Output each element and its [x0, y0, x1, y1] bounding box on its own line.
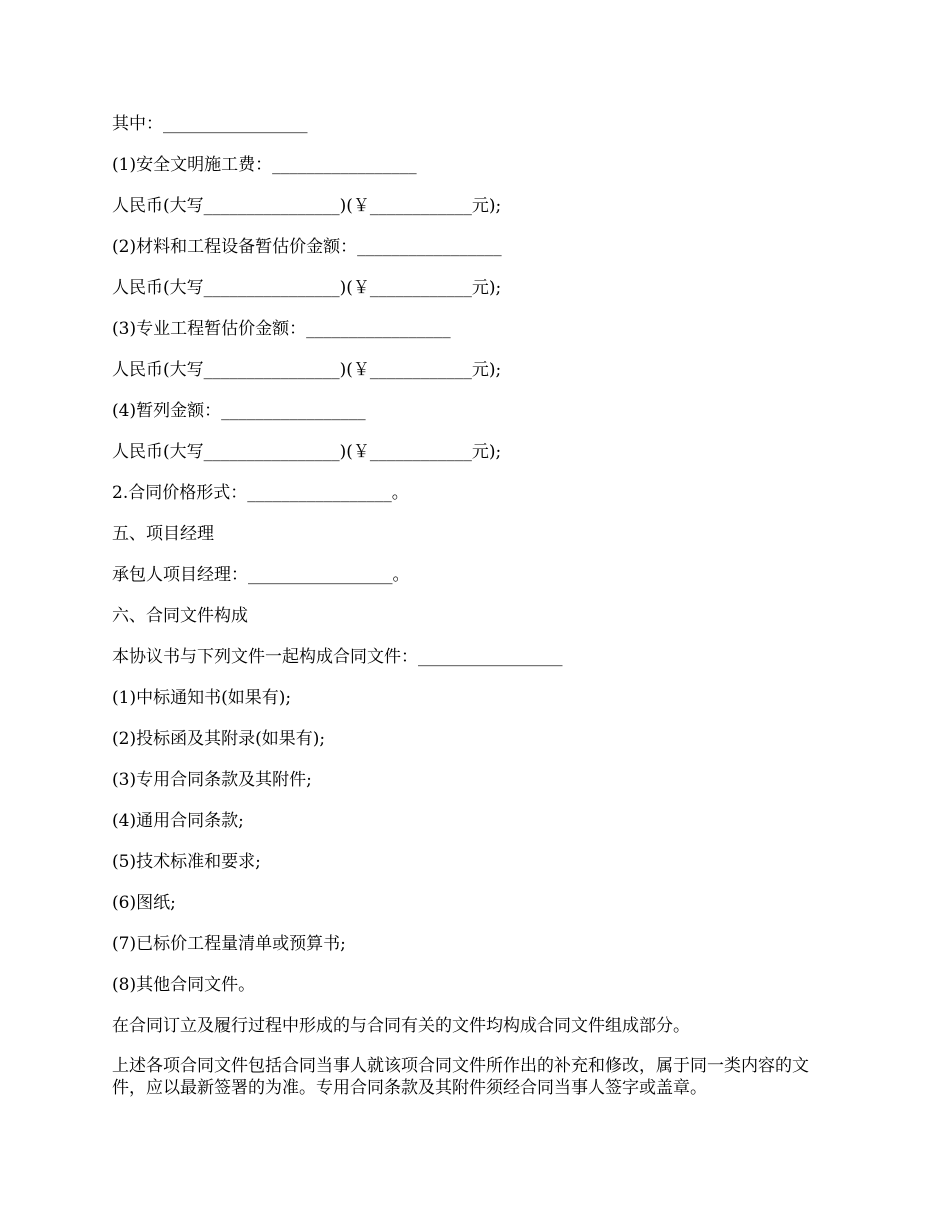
line-price-form: 2.合同价格形式：_________________。 — [112, 483, 409, 503]
section-heading-project-manager: 五、项目经理 — [112, 524, 214, 544]
line-rmb-4: 人民币(大写________________)(￥____________元); — [112, 442, 502, 462]
section-heading-contract-documents: 六、合同文件构成 — [112, 606, 248, 626]
line-material-estimate: (2)材料和工程设备暂估价金额：_________________ — [112, 237, 502, 257]
line-documents-intro: 本协议书与下列文件一起构成合同文件：_________________ — [112, 647, 563, 667]
paragraph-precedence: 上述各项合同文件包括合同当事人就该项合同文件所作出的补充和修改，属于同一类内容的文件，应以最新签署的为准。专用合同条款及其附件须经合同当事人签字或盖章。 — [112, 1056, 809, 1098]
list-item-1: (1)中标通知书(如果有); — [112, 688, 292, 708]
list-item-7: (7)已标价工程量清单或预算书; — [112, 934, 346, 954]
list-item-2: (2)投标函及其附录(如果有); — [112, 729, 326, 749]
list-item-4: (4)通用合同条款; — [112, 811, 244, 831]
line-rmb-1: 人民币(大写________________)(￥____________元); — [112, 196, 502, 216]
line-documents-composition: 在合同订立及履行过程中形成的与合同有关的文件均构成合同文件组成部分。 — [112, 1016, 690, 1036]
line-qizhong: 其中：_________________ — [112, 114, 308, 134]
line-provisional-sum: (4)暂列金额：_________________ — [112, 401, 366, 421]
line-contractor-manager: 承包人项目经理：_________________。 — [112, 565, 410, 585]
list-item-6: (6)图纸; — [112, 893, 176, 913]
document-page — [112, 112, 842, 1116]
line-rmb-2: 人民币(大写________________)(￥____________元); — [112, 278, 502, 298]
list-item-8: (8)其他合同文件。 — [112, 975, 256, 995]
line-rmb-3: 人民币(大写________________)(￥____________元); — [112, 360, 502, 380]
line-special-project-estimate: (3)专业工程暂估价金额：_________________ — [112, 319, 451, 339]
list-item-5: (5)技术标准和要求; — [112, 852, 261, 872]
list-item-3: (3)专用合同条款及其附件; — [112, 770, 312, 790]
line-safety-fee: (1)安全文明施工费：_________________ — [112, 155, 417, 175]
